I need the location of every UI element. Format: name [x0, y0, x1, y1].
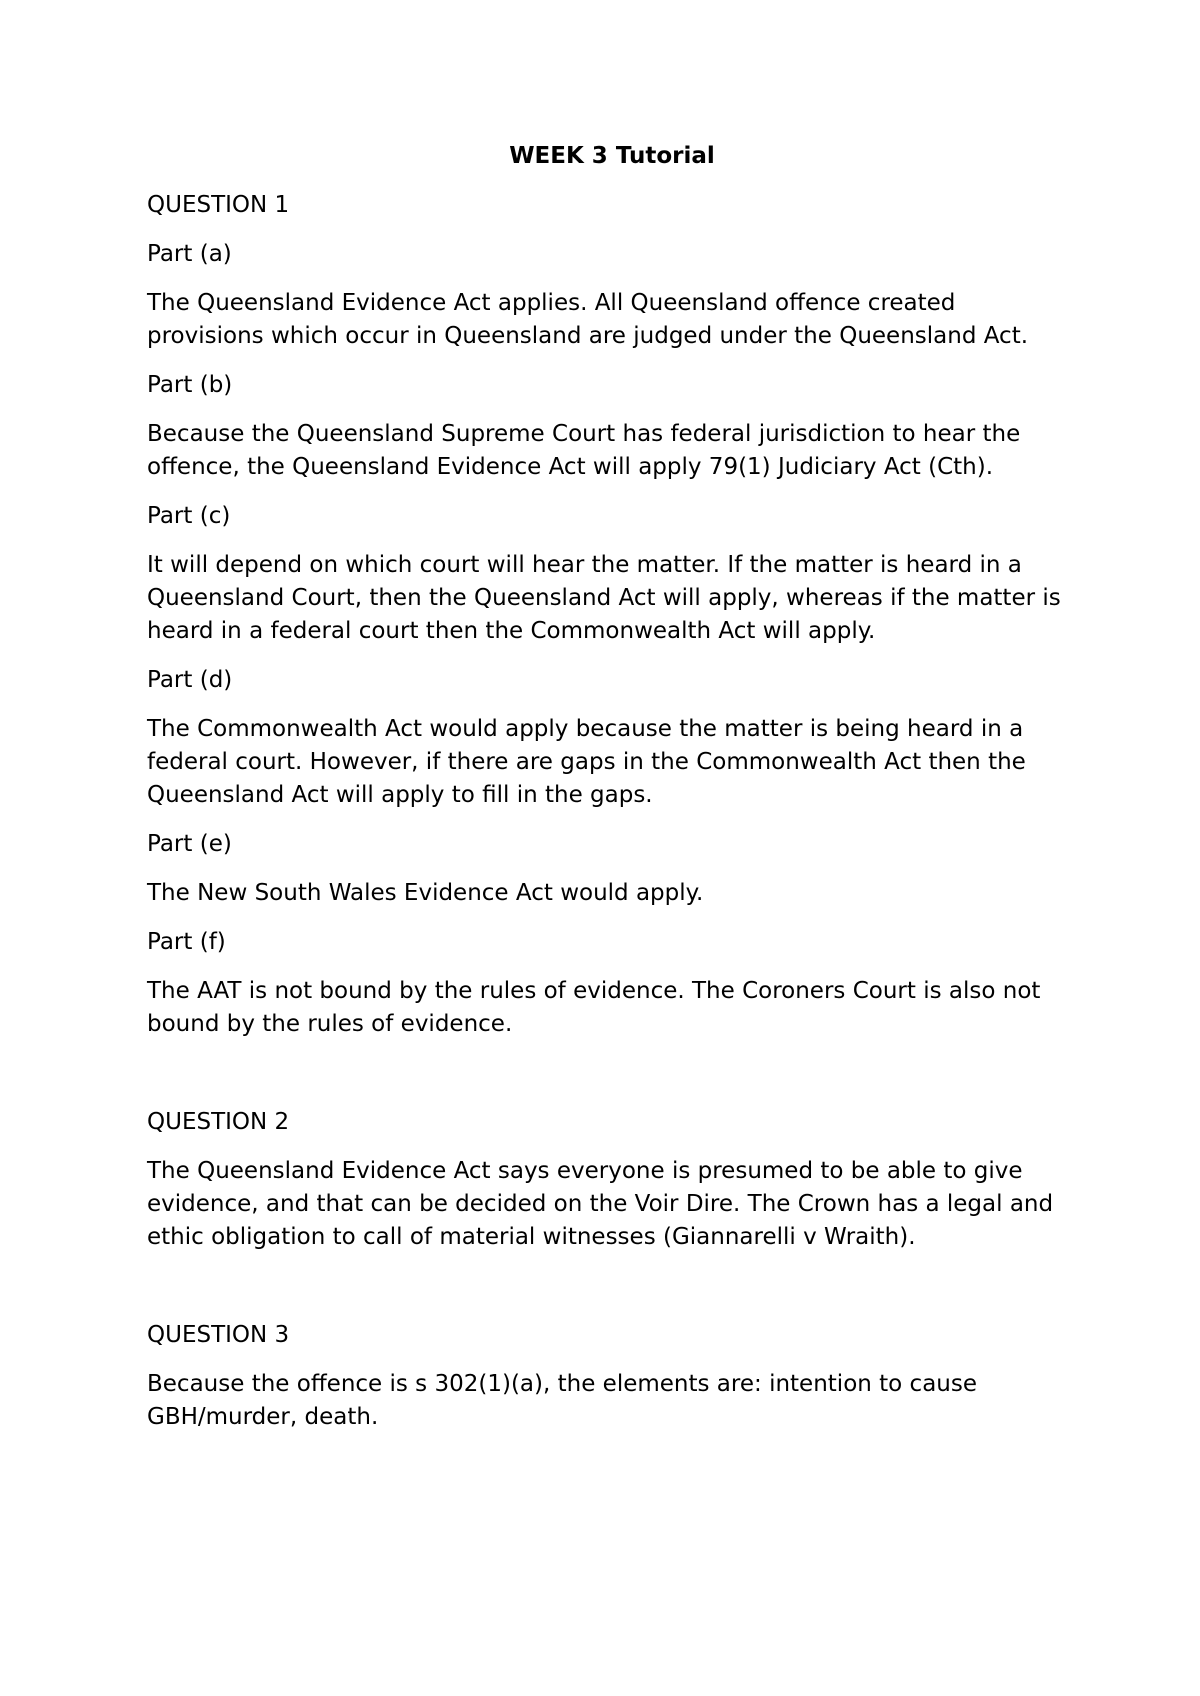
document-page: [147, 140, 1067, 1450]
question-1-heading: QUESTION 1: [147, 192, 290, 218]
section-spacer: [147, 1057, 1067, 1106]
document-title: WEEK 3 Tutorial: [509, 143, 715, 169]
part-e-label: Part (e): [147, 831, 232, 857]
question-2-text: The Queensland Evidence Act says everyone is presumed to be able to give evidence, and that can be decided on the Voir Dire. The Crown has a legal and ethic obligation to call of material witnesses (Giannarelli v Wraith).: [147, 1158, 1054, 1250]
part-c-label: Part (c): [147, 503, 231, 529]
question-3-text: Because the offence is s 302(1)(a), the elements are: intention to cause GBH/murder, death.: [147, 1371, 977, 1430]
part-d-label: Part (d): [147, 667, 233, 693]
part-b-text: Because the Queensland Supreme Court has federal jurisdiction to hear the offence, the Queensland Evidence Act will apply 79(1) Judiciary Act (Cth).: [147, 421, 1021, 480]
question-3-heading: QUESTION 3: [147, 1322, 290, 1348]
part-a-label: Part (a): [147, 241, 232, 267]
section-spacer: [147, 1270, 1067, 1319]
part-f-label: Part (f): [147, 929, 226, 955]
part-f-text: The AAT is not bound by the rules of evidence. The Coroners Court is also not bound by the rules of evidence.: [147, 978, 1041, 1037]
part-d-text: The Commonwealth Act would apply because the matter is being heard in a federal court. However, if there are gaps in the Commonwealth Act then the Queensland Act will apply to fill in the gaps.: [147, 716, 1026, 808]
part-c-text: It will depend on which court will hear the matter. If the matter is heard in a Queensland Court, then the Queensland Act will apply, whereas if the matter is heard in a federal court then the Commonwealth Act will apply.: [147, 552, 1061, 644]
part-b-label: Part (b): [147, 372, 233, 398]
part-a-text: The Queensland Evidence Act applies. All Queensland offence created provisions which occur in Queensland are judged under the Queensland Act.: [147, 290, 1029, 349]
question-2-heading: QUESTION 2: [147, 1109, 290, 1135]
part-e-text: The New South Wales Evidence Act would apply.: [147, 880, 704, 906]
